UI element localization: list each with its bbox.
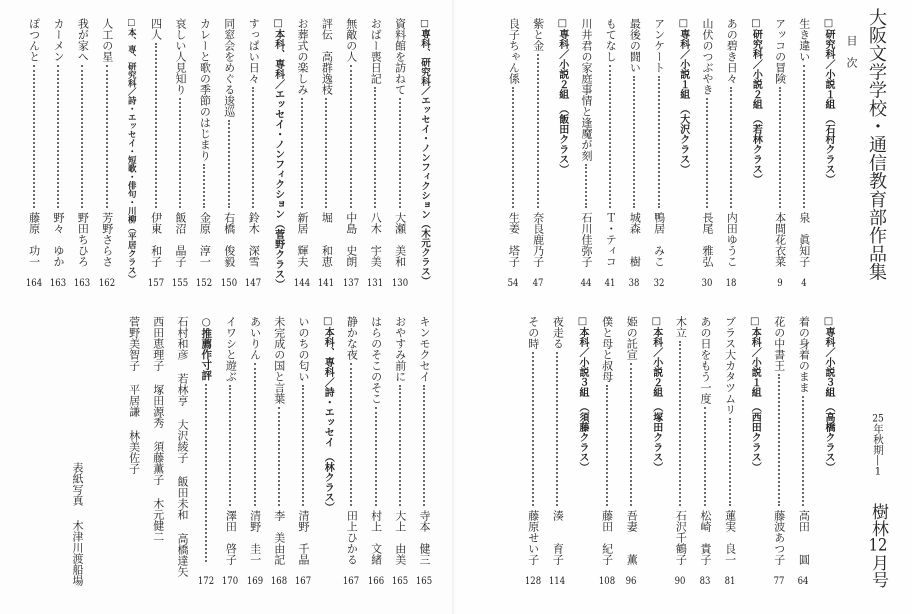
toc-entry[interactable]: [271, 316, 287, 588]
dotted-leader: [374, 87, 376, 208]
entry-author: 藤原せい子: [526, 510, 540, 565]
entry-title[interactable]: 僕と母と叔母: [600, 316, 614, 382]
toc-entry[interactable]: [672, 316, 688, 588]
entry-title[interactable]: おやすみ前に: [393, 316, 407, 382]
reviewer-names: [126, 316, 142, 487]
entry-author: 石川佳弥子: [580, 212, 593, 267]
section-header: [270, 18, 286, 289]
entry-author: 長尾 雅弘: [701, 212, 714, 267]
dotted-leader: [252, 87, 254, 208]
entry-author: 野田ちひろ: [76, 212, 90, 267]
toc-entry[interactable]: [196, 18, 212, 290]
reviewer-name: 飯田未和: [176, 476, 189, 520]
dotted-leader: [375, 407, 377, 506]
dotted-leader: [778, 374, 780, 506]
dotted-leader: [302, 385, 304, 506]
dotted-leader: [609, 65, 611, 208]
entry-title[interactable]: 人工の星: [100, 18, 114, 62]
section-header-label: □専科、研究科／エッセイ・ノンフィクション（木元クラス）: [419, 18, 430, 286]
reviewer-name: 林美佐子: [127, 430, 141, 474]
entry-author: 田上ひかる: [345, 510, 359, 565]
section-header-label: □専科／小説３組 （高橋クラス）: [823, 316, 834, 472]
section-header: [123, 18, 139, 283]
cover-photo-title: 木津川渡船場: [71, 520, 84, 586]
dotted-leader: [532, 352, 534, 506]
entry-title[interactable]: はらのそこのそこ: [369, 316, 383, 404]
dotted-leader: [679, 341, 681, 506]
entry-title[interactable]: あの碧き日々: [725, 18, 739, 84]
toc-entry[interactable]: [549, 316, 565, 588]
section-header-label: □研究科／小説２組 （若林クラス）: [750, 18, 762, 184]
toc-entry[interactable]: [247, 316, 263, 588]
entry-page-number[interactable]: 166: [367, 576, 384, 587]
entry-title[interactable]: いのちの匂い: [297, 316, 310, 382]
toc-entry[interactable]: [74, 18, 90, 290]
toc-entry[interactable]: [245, 18, 261, 290]
entry-title[interactable]: 花の中書王: [772, 316, 786, 371]
reviewer-name: 平居謙: [127, 384, 141, 417]
dotted-leader: [399, 385, 401, 506]
page-gutter: [452, 0, 456, 614]
toc-entry[interactable]: [222, 316, 238, 588]
entry-title[interactable]: 評伝 高群逸枝: [320, 18, 334, 95]
entry-author: 新居 輝夫: [296, 212, 309, 267]
section-header: [648, 316, 664, 472]
entry-author: 金原 淳一: [198, 212, 212, 267]
entry-author: 本間花衣菜: [773, 212, 787, 267]
dotted-leader: [585, 164, 587, 208]
entry-title[interactable]: 良子ちゃん係: [507, 18, 521, 84]
reviewer-name: 西田恵理子: [151, 316, 165, 371]
entry-page-number[interactable]: 32: [653, 278, 664, 289]
entry-page-number[interactable]: 144: [293, 278, 311, 289]
entry-author: 堀 和恵: [320, 212, 334, 267]
reviewer-name: 塚田源秀: [151, 384, 165, 428]
entry-page-number[interactable]: 165: [391, 576, 408, 587]
toc-entry[interactable]: [578, 18, 594, 290]
entry-author: 藤原 功一: [27, 212, 41, 267]
entry-page-number[interactable]: 108: [598, 576, 615, 587]
section-header-label: □専科／小説１組 （大沢クラス）: [677, 18, 689, 174]
entry-author: 大上 由美: [393, 510, 407, 565]
entry-author: 大瀬 美和: [393, 212, 407, 267]
entry-page-number[interactable]: 155: [171, 278, 189, 289]
entry-author: 高田 圓: [797, 510, 811, 565]
reviewer-name: 木元健二: [151, 498, 165, 542]
toc-entry[interactable]: [343, 18, 359, 290]
entry-author: 藤波あつ子: [772, 510, 786, 565]
entry-title[interactable]: 同窓会をめぐる逡巡: [222, 18, 236, 117]
dotted-leader: [658, 76, 660, 208]
entry-title[interactable]: おばー喪日記: [369, 18, 383, 84]
entry-page-number[interactable]: 18: [725, 278, 737, 289]
entry-author: 藤田 紀子: [600, 510, 614, 565]
section-header-label: □本科、専科／詩・エッセイ （林クラス）: [322, 316, 334, 512]
reviewer-name: 石村和彦: [176, 316, 189, 360]
entry-page-number[interactable]: 41: [604, 278, 616, 289]
toc-entry[interactable]: [392, 18, 408, 290]
entry-title[interactable]: その時: [526, 316, 540, 349]
entry-title[interactable]: 無敵の人: [344, 18, 358, 62]
toc-entry[interactable]: [723, 18, 739, 290]
dotted-leader: [301, 98, 303, 208]
dotted-leader: [512, 87, 514, 208]
reviewer-name: 須藤薫子: [151, 441, 165, 485]
dotted-leader: [205, 384, 207, 563]
entry-page-number[interactable]: 167: [294, 576, 312, 587]
reviewer-name: 高橋達矢: [176, 533, 189, 577]
dotted-leader: [704, 407, 706, 506]
dotted-leader: [802, 396, 804, 506]
toc-entry[interactable]: [148, 18, 164, 290]
entry-author: 寺本 健三: [418, 510, 431, 565]
entry-page-number[interactable]: 162: [98, 278, 115, 289]
entry-page-number[interactable]: 128: [524, 576, 541, 587]
toc-entry[interactable]: [368, 316, 384, 588]
entry-title[interactable]: あの日をもう一度: [699, 316, 712, 404]
entry-page-number[interactable]: 83: [699, 576, 711, 587]
section-header-label: □本科、専科／エッセイ・ノンフィクション（菅野クラス）: [272, 18, 284, 289]
toc-entry[interactable]: [771, 316, 787, 588]
entry-title[interactable]: 山伏のつぶやき: [701, 18, 714, 95]
section-header: [319, 316, 335, 512]
entry-page-number[interactable]: 47: [532, 278, 543, 289]
toc-entry[interactable]: [599, 316, 615, 588]
entry-title[interactable]: 哀しい人見知り: [174, 18, 187, 95]
entry-title[interactable]: 紫と金: [531, 18, 545, 51]
entry-title[interactable]: ぽつんと: [27, 18, 41, 62]
entry-page-number[interactable]: 131: [367, 278, 384, 289]
entry-author: 内田ゆうこ: [725, 212, 739, 267]
entry-page-number[interactable]: 147: [245, 278, 262, 289]
toc-entry[interactable]: [651, 18, 667, 290]
section-header: [747, 18, 763, 184]
entry-author: 芳野さらさ: [100, 212, 114, 267]
entry-page-number[interactable]: 152: [196, 278, 213, 289]
toc-entry[interactable]: [795, 316, 811, 588]
dotted-leader: [228, 120, 230, 208]
entry-author: 澤田 啓子: [224, 510, 238, 565]
toc-entry-review[interactable]: [198, 316, 214, 588]
toc-entry[interactable]: [796, 18, 812, 290]
entry-author: 城森 樹: [628, 212, 642, 267]
dotted-leader: [729, 418, 731, 506]
entry-title[interactable]: お葬式の楽しみ: [296, 18, 309, 95]
entry-title[interactable]: 四人: [149, 18, 163, 40]
section-header: [820, 18, 836, 184]
entry-page-number[interactable]: 64: [797, 576, 809, 587]
dotted-leader: [556, 352, 558, 506]
entry-author: 松崎 貴子: [699, 510, 712, 565]
section-header-label: □研究科／小説１組 （石村クラス）: [823, 18, 834, 184]
magazine-issue-title: 樹林12月号: [868, 503, 888, 588]
section-header: [746, 316, 762, 472]
toc-entry[interactable]: [343, 316, 359, 588]
toc-entry[interactable]: [623, 316, 639, 588]
entry-author: 八木 宇美: [369, 212, 383, 267]
entry-title[interactable]: すっぱい日々: [247, 18, 261, 84]
section-header-label: □専科／小説２組 （飯田クラス）: [556, 18, 568, 174]
section-header-label: □本科／小説３組 （須藤クラス）: [577, 316, 588, 472]
publication-title: 大阪文学学校・通信教育部作品集: [866, 8, 887, 281]
dotted-leader: [106, 65, 108, 208]
dotted-leader: [706, 98, 708, 208]
entry-author: 李 美由記: [272, 510, 286, 565]
entry-page-number[interactable]: 157: [147, 278, 164, 289]
entry-title[interactable]: 最後の闘い: [628, 18, 642, 73]
entry-title[interactable]: イワシと遊ぶ: [224, 316, 238, 382]
section-header: [554, 18, 570, 174]
entry-page-number[interactable]: 165: [415, 576, 433, 587]
reviewer-names: [174, 316, 190, 590]
dotted-leader: [81, 65, 83, 208]
entry-page-number[interactable]: 44: [580, 278, 592, 289]
toc-entry[interactable]: [626, 18, 642, 290]
entry-title[interactable]: ○推薦作寸評: [200, 316, 213, 381]
entry-page-number[interactable]: 9: [776, 278, 783, 289]
entry-page-number[interactable]: 164: [25, 278, 42, 289]
entry-author: 清野 千晶: [297, 510, 310, 565]
entry-author: 鈴木 深雪: [247, 212, 261, 267]
cover-photo-label: 表紙写真: [71, 462, 84, 506]
entry-page-number[interactable]: 130: [391, 278, 408, 289]
entry-title[interactable]: キンモクセイ: [418, 316, 431, 382]
reviewer-name: 大沢綾子: [176, 419, 189, 463]
entry-author: 飯沼 晶子: [174, 212, 187, 267]
toc-entry[interactable]: [602, 18, 618, 290]
entry-page-number[interactable]: 90: [674, 576, 686, 587]
entry-page-number[interactable]: 141: [318, 278, 335, 289]
entry-author: 清野 圭一: [248, 510, 262, 565]
entry-page-number[interactable]: 169: [246, 576, 263, 587]
entry-author: 生姜 塔子: [507, 212, 521, 267]
toc-entry[interactable]: [699, 18, 715, 290]
entry-title[interactable]: もてなし: [604, 18, 618, 62]
section-header: [416, 18, 432, 286]
entry-page-number[interactable]: 170: [222, 576, 239, 587]
entry-page-number[interactable]: 167: [343, 576, 360, 587]
toc-entry[interactable]: [294, 18, 310, 290]
dotted-leader: [779, 87, 781, 208]
entry-page-number[interactable]: 168: [270, 576, 287, 587]
entry-author: 中島 史朗: [344, 212, 358, 267]
entry-title[interactable]: アンケート: [652, 18, 666, 73]
entry-title[interactable]: 我が家へ: [76, 18, 90, 62]
toc-heading: 目 次: [845, 35, 858, 68]
entry-author: 湊 育子: [551, 510, 565, 565]
dotted-leader: [350, 363, 352, 506]
entry-title[interactable]: 姫の託宣: [625, 316, 639, 360]
section-header-label: □本、専、研究科／詩・エッセイ・短歌・俳句・川柳（平居クラス）: [126, 18, 137, 283]
entry-author: 村上 文緒: [369, 510, 383, 565]
entry-title[interactable]: 生き違い: [797, 18, 811, 62]
dotted-leader: [278, 407, 280, 506]
dotted-leader: [229, 385, 231, 506]
toc-entry[interactable]: [99, 18, 115, 290]
section-header-label: □本科／小説１組 （西田クラス）: [749, 316, 761, 472]
entry-title[interactable]: 夜走る: [551, 316, 565, 349]
entry-page-number[interactable]: 137: [342, 278, 359, 289]
entry-page-number[interactable]: 96: [625, 576, 637, 587]
toc-entry[interactable]: [392, 316, 408, 588]
entry-author: 蓮実 良一: [723, 510, 737, 565]
entry-title[interactable]: 未完成の国と言葉: [272, 316, 286, 404]
reviewer-names: [150, 316, 166, 555]
dotted-leader: [179, 98, 181, 208]
entry-author: 泉 眞知子: [797, 212, 811, 267]
dotted-leader: [537, 54, 539, 208]
entry-page-number[interactable]: 30: [701, 278, 713, 289]
entry-title[interactable]: カーメン: [52, 18, 65, 62]
dotted-leader: [33, 65, 35, 208]
entry-page-number[interactable]: 114: [549, 576, 566, 587]
section-header: [675, 18, 691, 174]
dotted-leader: [57, 65, 59, 208]
entry-page-number[interactable]: 81: [724, 576, 735, 587]
section-header: [820, 316, 836, 472]
entry-author: 吾妻 薫: [625, 510, 639, 565]
reviewer-name: 菅野美智子: [127, 316, 141, 371]
section-header: [574, 316, 590, 472]
entry-author: 鴨居 みこ: [652, 212, 666, 267]
toc-entry[interactable]: [50, 18, 66, 290]
entry-page-number[interactable]: 163: [74, 278, 91, 289]
dotted-leader: [325, 98, 327, 208]
entry-page-number[interactable]: 54: [507, 278, 519, 289]
toc-entry[interactable]: [772, 18, 788, 290]
entry-title[interactable]: 着の身着のまま: [797, 316, 811, 393]
entry-author: 右橋 俊毅: [222, 212, 236, 267]
toc-entry[interactable]: [722, 316, 738, 588]
dotted-leader: [633, 76, 635, 208]
entry-title[interactable]: 木立: [674, 316, 688, 338]
entry-page-number[interactable]: 4: [801, 278, 807, 289]
entry-title[interactable]: ブラス大カタツムリ: [723, 316, 737, 415]
dotted-leader: [606, 385, 608, 506]
entry-page-number[interactable]: 77: [773, 576, 785, 587]
cover-photo-credit: [69, 462, 85, 586]
dotted-leader: [399, 98, 401, 208]
entry-title[interactable]: 川井君の家庭事情と逢魔が刻: [580, 18, 593, 161]
toc-entry[interactable]: [367, 18, 383, 290]
toc-entry[interactable]: [697, 316, 713, 588]
entry-title[interactable]: 静かな夜: [345, 316, 359, 360]
entry-title[interactable]: あいりん: [248, 316, 262, 360]
reviewer-name: 若林亨: [176, 373, 189, 406]
dotted-leader: [803, 65, 805, 208]
entry-author: 野々 ゆか: [52, 212, 65, 267]
entry-author: Ｔ・ティコ: [604, 212, 618, 267]
toc-entry[interactable]: [318, 18, 334, 290]
dotted-leader: [630, 363, 632, 506]
dotted-leader: [423, 385, 425, 506]
toc-entry[interactable]: [172, 18, 188, 290]
dotted-leader: [350, 65, 352, 208]
toc-entry[interactable]: [525, 316, 541, 588]
section-header-label: □本科／小説２組 （塚田クラス）: [650, 316, 662, 472]
entry-page-number[interactable]: 163: [49, 278, 67, 289]
entry-page-number[interactable]: 38: [628, 278, 640, 289]
toc-entry[interactable]: [530, 18, 546, 290]
entry-author: 奈良鹿乃子: [531, 212, 545, 267]
toc-entry[interactable]: [221, 18, 237, 290]
dotted-leader: [203, 164, 205, 208]
entry-title[interactable]: カレーと歌の季節のはじまり: [198, 18, 212, 161]
entry-title[interactable]: 資料館を訪ねて: [393, 18, 407, 95]
dotted-leader: [730, 87, 732, 208]
issue-label: 25年秋期―1: [872, 413, 884, 476]
entry-page-number[interactable]: 172: [198, 576, 215, 587]
toc-entry[interactable]: [295, 316, 311, 588]
toc-entry[interactable]: [416, 316, 432, 588]
toc-entry[interactable]: [505, 18, 521, 290]
entry-title[interactable]: アッコの冒険: [773, 18, 787, 84]
entry-author: 伊東 和子: [149, 212, 163, 267]
dotted-leader: [155, 43, 157, 208]
entry-page-number[interactable]: 150: [220, 278, 237, 289]
entry-author: 石沢千鶴子: [674, 510, 688, 565]
dotted-leader: [254, 363, 256, 506]
toc-entry[interactable]: [26, 18, 42, 290]
